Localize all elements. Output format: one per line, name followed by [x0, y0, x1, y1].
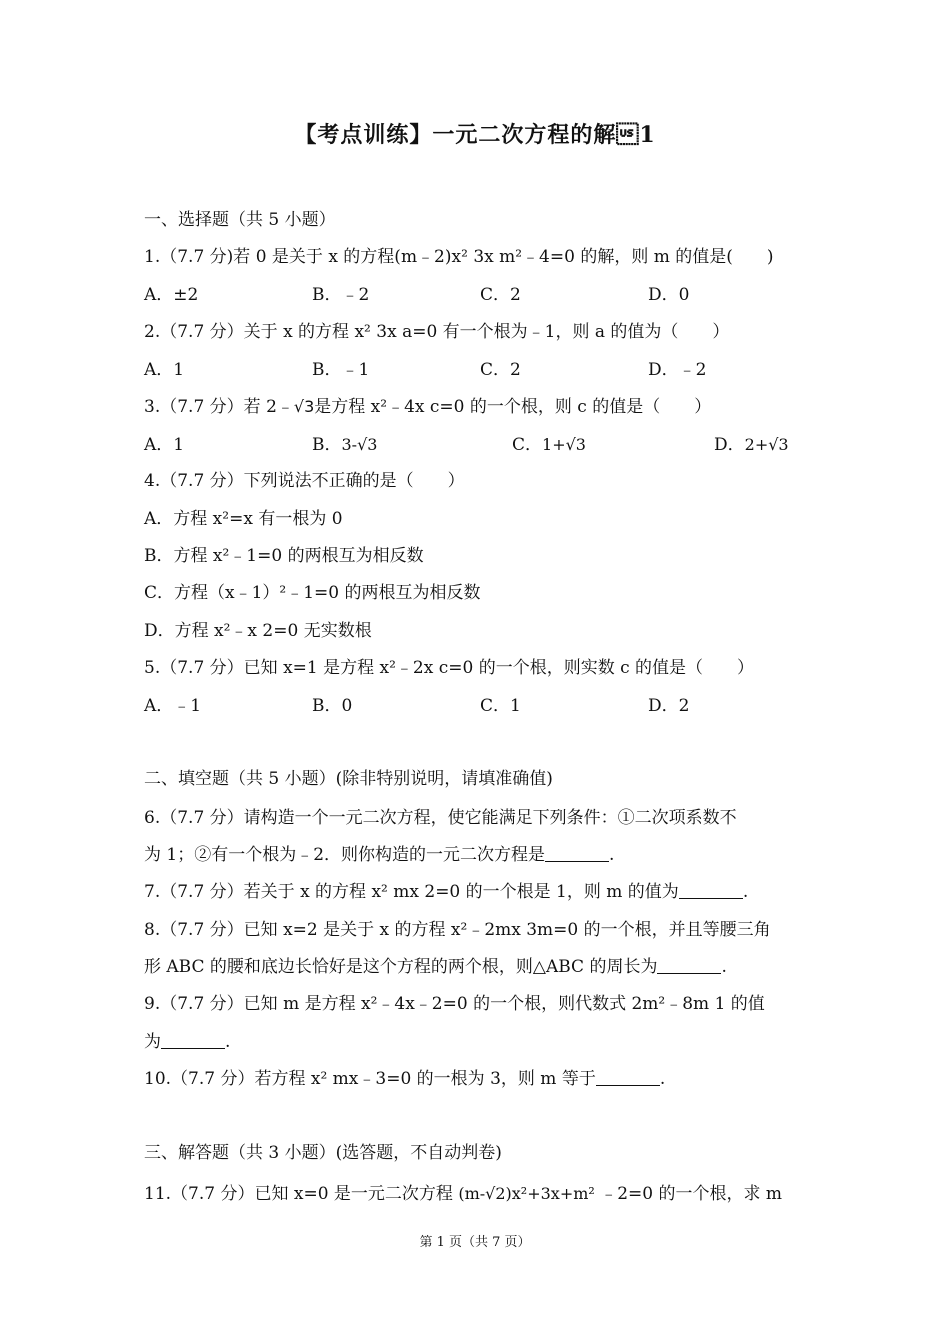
q1-option-a: A．±2	[144, 285, 199, 305]
question-4-stem: 4.（7.7 分）下列说法不正确的是（ ）	[144, 471, 465, 491]
q2-option-c: C．2	[480, 360, 521, 380]
q8-answer-blank[interactable]	[657, 955, 721, 974]
question-3-stem	[144, 395, 711, 419]
question-8-line-1: 8.（7.7 分）已知 x=2 是关于 x 的方程 x²﹣2mx 3m=0 的一个根，并且等腰三角	[144, 920, 771, 940]
q4-option-d: D．方程 x²﹣x 2=0 无实数根	[144, 621, 372, 641]
q3-option-b	[312, 433, 377, 457]
q2-option-a: A．1	[144, 360, 185, 380]
q4-option-b: B．方程 x²﹣1=0 的两根互为相反数	[144, 546, 424, 566]
q6-answer-blank[interactable]	[545, 843, 609, 862]
q10-text: 10.（7.7 分）若方程 x² mx﹣3=0 的一根为 3，则 m 等于	[144, 1069, 596, 1089]
q3-option-b-label: B．	[312, 435, 342, 455]
q3-option-c	[512, 433, 586, 457]
q11-formula: (m-√2)x²+3x+m²	[458, 1184, 595, 1203]
q3-stem-pre: 3.（7.7 分）若 2﹣	[144, 397, 294, 417]
q7-text: 7.（7.7 分）若关于 x 的方程 x² mx 2=0 的一个根是 1，则 m 的值为	[144, 882, 679, 902]
q1-option-c: C．2	[480, 285, 521, 305]
q1-option-b: B．﹣2	[312, 285, 370, 305]
q5-option-a: A．﹣1	[144, 696, 202, 716]
q10-end: .	[659, 1069, 666, 1089]
q3-option-a: A．1	[144, 435, 185, 455]
q9-end: .	[225, 1032, 231, 1052]
question-6-line-1: 6.（7.7 分）请构造一个一元二次方程，使它能满足下列条件：①二次项系数不	[144, 808, 737, 828]
q3-option-d-label: D．	[714, 435, 745, 455]
q3-option-c-formula: 1+√3	[542, 435, 586, 454]
q8-text: 形 ABC 的腰和底边长恰好是这个方程的两个根，则△ABC 的周长为	[144, 957, 658, 977]
question-9-line-1: 9.（7.7 分）已知 m 是方程 x²﹣4x﹣2=0 的一个根，则代数式 2m²﹣8m 1 的值	[144, 994, 765, 1014]
q7-answer-blank[interactable]	[679, 880, 743, 899]
q9-text: 为	[144, 1032, 161, 1052]
question-6-line-2	[144, 843, 614, 867]
q9-answer-blank[interactable]	[161, 1030, 225, 1049]
q6-end: .	[609, 845, 615, 865]
section-heading-choice: 一、选择题（共 5 小题）	[144, 210, 336, 230]
section-heading-answer: 三、解答题（共 3 小题）(选答题，不自动判卷)	[144, 1143, 502, 1163]
q7-end: .	[742, 882, 749, 902]
question-8-line-2	[144, 955, 727, 979]
q1-option-d: D．0	[648, 285, 690, 305]
q2-option-b: B．﹣1	[312, 360, 370, 380]
question-1-stem: 1.（7.7 分)若 0 是关于 x 的方程(m﹣2)x² 3x m²﹣4=0 的解，则 m 的值是( )	[144, 247, 774, 267]
q3-option-b-formula: 3-√3	[341, 435, 378, 454]
q11-text-post: ﹣2=0 的一个根，求 m	[600, 1184, 783, 1204]
q4-option-c: C．方程（x﹣1）²﹣1=0 的两根互为相反数	[144, 583, 481, 603]
question-5-stem: 5.（7.7 分）已知 x=1 是方程 x²﹣2x c=0 的一个根，则实数 c 的值是（ ）	[144, 658, 755, 678]
question-2-stem: 2.（7.7 分）关于 x 的方程 x² 3x a=0 有一个根为﹣1，则 a 的值为（ ）	[144, 322, 730, 342]
q3-stem-post: 是方程 x²﹣4x c=0 的一个根，则 c 的值是（ ）	[314, 397, 712, 417]
q3-option-d-formula: 2+√3	[744, 435, 789, 454]
q5-option-b: B．0	[312, 696, 353, 716]
page-footer: 第 1 页（共 7 页）	[419, 1235, 531, 1250]
sqrt-3-formula: √3	[293, 397, 315, 416]
page-title: 【考点训练】一元二次方程的解 1	[294, 122, 656, 148]
q5-option-c: C．1	[480, 696, 521, 716]
question-11-stem	[144, 1182, 782, 1206]
q2-option-d: D．﹣2	[648, 360, 707, 380]
q11-text-pre: 11.（7.7 分）已知 x=0 是一元二次方程	[144, 1184, 453, 1204]
question-7-stem	[144, 880, 748, 904]
question-10-stem	[144, 1067, 665, 1091]
question-9-line-2	[144, 1030, 230, 1054]
q4-option-a: A．方程 x²=x 有一根为 0	[144, 509, 343, 529]
q10-answer-blank[interactable]	[596, 1067, 660, 1086]
section-heading-fill: 二、填空题（共 5 小题）(除非特别说明，请填准确值)	[144, 769, 553, 789]
q3-option-d	[714, 433, 789, 457]
q5-option-d: D．2	[648, 696, 690, 716]
q6-text: 为 1；②有一个根为﹣2．则你构造的一元二次方程是	[144, 845, 546, 865]
q8-end: .	[721, 957, 727, 977]
q3-option-c-label: C．	[512, 435, 543, 455]
